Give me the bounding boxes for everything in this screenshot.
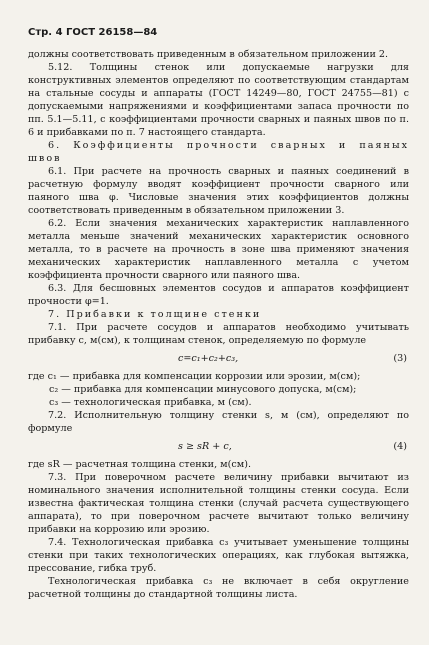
formula-4 <box>28 435 409 458</box>
definition-sr: где sR — расчетная толщина стенки, м(см). <box>28 459 252 470</box>
paragraph-7-1: 7.1. При расчете сосудов и аппаратов необходимо учитывать прибавку c, м(см), к толщинам стенок, определяемую по формуле <box>28 322 409 346</box>
paragraph-7-3: 7.3. При поверочном расчете величину прибавки вычитают из номинального значения исполнительной толщины стенки сосуда. Если известна фактическая толщина стенки (случай расчета существующего аппарата), то при поверочном расчете вычитают только величину прибавки на коррозию или эрозию. <box>28 472 409 535</box>
formula-4-number: (4) <box>393 441 407 452</box>
formula-3-body: c=c₁+c₂+c₃, <box>178 353 239 364</box>
page-header: Стр. 4 ГОСТ 26158—84 <box>28 27 158 38</box>
paragraph-7-4-note: Технологическая прибавка c₃ не включает в себя округление расчетной толщины до стандартной толщины листа. <box>28 576 409 600</box>
formula-3 <box>28 347 409 370</box>
formula-3-number: (3) <box>393 353 407 364</box>
formula-4-body: s ≥ sR + c, <box>178 441 232 452</box>
paragraph: должны соответствовать приведенным в обязательном приложении 2. <box>28 49 389 60</box>
paragraph-5-12: 5.12. Толщины стенок или допускаемые нагрузки для конструктивных элементов определяют по соответствующим стандартам на стальные сосуды и аппараты (ГОСТ 14249—80, ГОСТ 24755—81) с допускаемыми напряжениями и коэффициентами запаса прочности по пп. 5.1—5.11, с коэффициентами прочности сварных и паяных швов по п. 6 и прибавками по п. 7 настоящего стандарта. <box>28 62 409 138</box>
section-6-heading: 6. Коэффициенты прочности сварных и паяных швов <box>28 140 409 164</box>
definitions-formula-3 <box>28 370 409 409</box>
paragraph-7-2: 7.2. Исполнительную толщину стенки s, м (см), определяют по формуле <box>28 410 409 434</box>
paragraph-6-3: 6.3. Для бесшовных элементов сосудов и аппаратов коэффициент прочности φ=1. <box>28 283 409 307</box>
section-7-heading: 7. Прибавки к толщине стенки <box>48 309 262 320</box>
definition-c2: c₂ — прибавка для компенсации минусового допуска, м(см); <box>49 384 357 395</box>
definition-c1: где c₁ — прибавка для компенсации коррозии или эрозии, м(см); <box>28 371 361 382</box>
paragraph-6-2: 6.2. Если значения механических характеристик наплавленного металла меньше значений механических характеристик основного металла, то в расчете на прочность в зоне шва применяют значения механических характеристик наплавленного металла с учетом коэффициента прочности сварного или паяного шва. <box>28 218 409 281</box>
paragraph-7-4: 7.4. Технологическая прибавка c₃ учитывает уменьшение толщины стенки при таких технологических операциях, как глубокая вытяжка, прессование, гибка труб. <box>28 537 409 574</box>
paragraph-6-1: 6.1. При расчете на прочность сварных и паяных соединений в расчетную формулу вводят коэффициент прочности сварного или паяного шва φ. Числовые значения этих коэффициентов должны соответствовать приведенным в обязательном приложении 3. <box>28 166 409 216</box>
definition-c3: c₃ — технологическая прибавка, м (см). <box>49 397 252 408</box>
